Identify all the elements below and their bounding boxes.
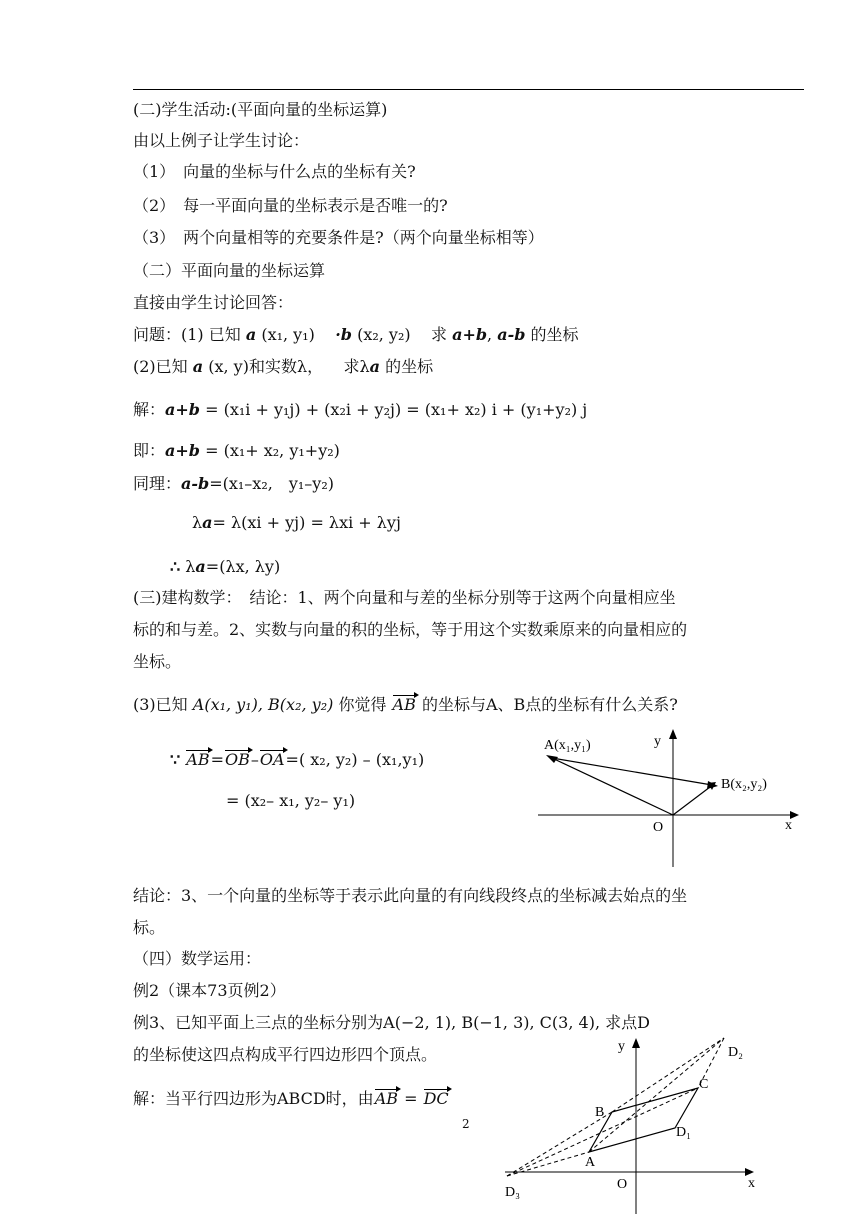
comma: , xyxy=(487,325,493,344)
example-3-solution-text: 解：当平行四边形为ABCD时，由 xyxy=(133,1089,374,1108)
problem-1-tail: 的坐标 xyxy=(530,325,579,344)
equals-sign: = xyxy=(404,1089,418,1108)
vector-ob: OB xyxy=(225,750,250,769)
vector-ab: AB xyxy=(392,695,416,714)
conclusion-3-line-1: 结论：3、一个向量的坐标等于表示此向量的有向线段终点的坐标减去始点的坐 xyxy=(133,886,688,905)
section-2-title: (二)学生活动:(平面向量的坐标运算) xyxy=(133,100,388,119)
vector-sum: a+b xyxy=(452,325,488,344)
section-2b-title: （二）平面向量的坐标运算 xyxy=(133,261,326,280)
equation-ab xyxy=(170,749,424,771)
vector-diff: a-b xyxy=(181,474,210,493)
because-sign: ∵ xyxy=(170,750,181,769)
question-3: （3） 两个向量相等的充要条件是?（两个向量坐标相等） xyxy=(133,228,544,247)
label-c: C xyxy=(699,1077,709,1092)
label-a: A(x₁,y₁) xyxy=(544,738,591,753)
parallelogram-figure xyxy=(495,1032,770,1215)
lambda: λ xyxy=(185,557,196,576)
minus-sign: – xyxy=(250,750,259,769)
vector-figure xyxy=(520,725,810,870)
solution-expression: = λ(xi + yj) = λxi + λyj xyxy=(212,513,401,532)
question-ab-prefix: (3)已知 xyxy=(133,695,188,714)
equation-ab-rhs: =( x₂, y₂) – (x₁,y₁) xyxy=(285,750,425,769)
problem-2-prefix: (2)已知 xyxy=(133,357,188,376)
vector-diff: a-b xyxy=(497,325,526,344)
vector-a: a xyxy=(245,325,257,344)
question-ab xyxy=(133,694,678,716)
vector-ob-line xyxy=(673,787,710,815)
label-d3: D₃ xyxy=(505,1185,520,1200)
answer-intro: 直接由学生讨论回答： xyxy=(133,293,294,312)
problem-2-tail: 的坐标 xyxy=(385,357,434,376)
label-y: y xyxy=(654,734,661,749)
discuss-intro: 由以上例子让学生讨论： xyxy=(133,131,310,150)
label-x: x xyxy=(748,1176,755,1191)
equals-sign: = xyxy=(210,750,224,769)
dashed-d3-b xyxy=(507,1112,612,1176)
label-y: y xyxy=(618,1039,625,1054)
vector-ab-line xyxy=(552,758,712,785)
solution-label: 解： xyxy=(133,400,166,419)
label-a: A xyxy=(585,1155,596,1170)
vector-a: a xyxy=(369,357,380,376)
example-2: 例2（课本73页例2） xyxy=(133,981,286,1000)
equation-ab-line-2: = (x₂– x₁, y₂– y₁) xyxy=(226,791,356,810)
therefore-sign: ∴ xyxy=(170,557,181,576)
vector-dc: DC xyxy=(423,1089,449,1108)
section-4-title: （四）数学运用： xyxy=(133,949,262,968)
section-3-line-1: (三)建构数学： 结论：1、两个向量和与差的坐标分别等于这两个向量相应坐 xyxy=(133,588,676,607)
example-3-line-2: 的坐标使这四点构成平行四边形四个顶点。 xyxy=(133,1045,438,1064)
lambda: λ xyxy=(192,513,203,532)
question-ab-tail: 的坐标与A、B点的坐标有什么关系? xyxy=(421,695,678,714)
problem-2 xyxy=(133,356,433,378)
vector-a: a xyxy=(195,557,206,576)
dashed-b-d2 xyxy=(612,1038,724,1112)
section-3-line-2: 标的和与差。2、实数与向量的积的坐标，等于用这个实数乘原来的向量相应的 xyxy=(133,620,688,639)
points-ab: A(x₁, y₁), B(x₂, y₂) xyxy=(192,695,334,714)
question-2: （2） 每一平面向量的坐标表示是否唯一的? xyxy=(133,196,448,215)
label-o: O xyxy=(653,820,664,835)
vector-ab: AB xyxy=(374,1089,398,1108)
problem-2-ask: 求λ xyxy=(343,357,370,376)
coord-b: (x₂, y₂) xyxy=(357,325,411,344)
vector-ab: AB xyxy=(186,750,210,769)
y-axis-arrow-icon xyxy=(669,729,677,739)
solution-label: 同理： xyxy=(133,474,182,493)
label-b: B(x₂,y₂) xyxy=(721,777,767,792)
vector-a: a xyxy=(192,357,204,376)
question-ab-mid: 你觉得 xyxy=(338,695,387,714)
solution-expression: =(λx, λy) xyxy=(205,557,281,576)
page-number: 2 xyxy=(462,1117,470,1131)
example-3-solution xyxy=(133,1088,450,1110)
vector-b: b xyxy=(340,325,352,344)
label-o: O xyxy=(617,1177,628,1192)
question-1: （1） 向量的坐标与什么点的坐标有关? xyxy=(133,162,416,181)
solution-expression: =(x₁–x₂, y₁–y₂) xyxy=(209,474,334,493)
solution-label: 即： xyxy=(133,441,166,460)
ask-label: 求 xyxy=(430,325,447,344)
section-3-line-3: 坐标。 xyxy=(133,652,182,671)
conclusion-3-line-2: 标。 xyxy=(133,918,166,937)
dashed-a-d2 xyxy=(589,1038,724,1152)
vector-sum: a+b xyxy=(165,441,200,460)
solution-line-4 xyxy=(192,512,401,534)
solution-expression: = (x₁+ x₂, y₁+y₂) xyxy=(205,441,340,460)
solution-line-3 xyxy=(133,473,334,495)
dashed-d3-c xyxy=(507,1088,698,1176)
vector-sum: a+b xyxy=(165,400,200,419)
y-axis-arrow-icon xyxy=(632,1038,640,1048)
solution-line-2 xyxy=(133,440,340,462)
vector-a: a xyxy=(202,513,213,532)
label-x: x xyxy=(785,818,792,833)
label-d1: D₁ xyxy=(676,1125,691,1140)
parallelogram-abcd xyxy=(589,1088,698,1152)
problem-2-mid: (x, y)和实数λ， xyxy=(208,357,324,376)
solution-line-1 xyxy=(133,399,587,421)
label-d2: D₂ xyxy=(728,1045,743,1060)
header-rule xyxy=(133,89,804,90)
solution-expression: = (x₁i + y₁j) + (x₂i + y₂j) = (x₁+ x₂) i + (y₁+y₂) j xyxy=(205,400,588,419)
x-axis-arrow-icon xyxy=(745,1168,754,1176)
coord-a: (x₁, y₁) xyxy=(261,325,315,344)
vector-oa: OA xyxy=(259,750,285,769)
problem-1 xyxy=(133,324,579,346)
vector-oa-line xyxy=(552,758,673,815)
solution-line-5 xyxy=(170,556,280,578)
problem-1-prefix: 问题：(1) 已知 xyxy=(133,325,241,344)
example-3-line-1: 例3、已知平面上三点的坐标分别为A(−2, 1), B(−1, 3), C(3, 4), 求点D xyxy=(133,1013,650,1032)
dot-sign: · xyxy=(335,325,341,344)
label-b: B xyxy=(595,1105,605,1120)
